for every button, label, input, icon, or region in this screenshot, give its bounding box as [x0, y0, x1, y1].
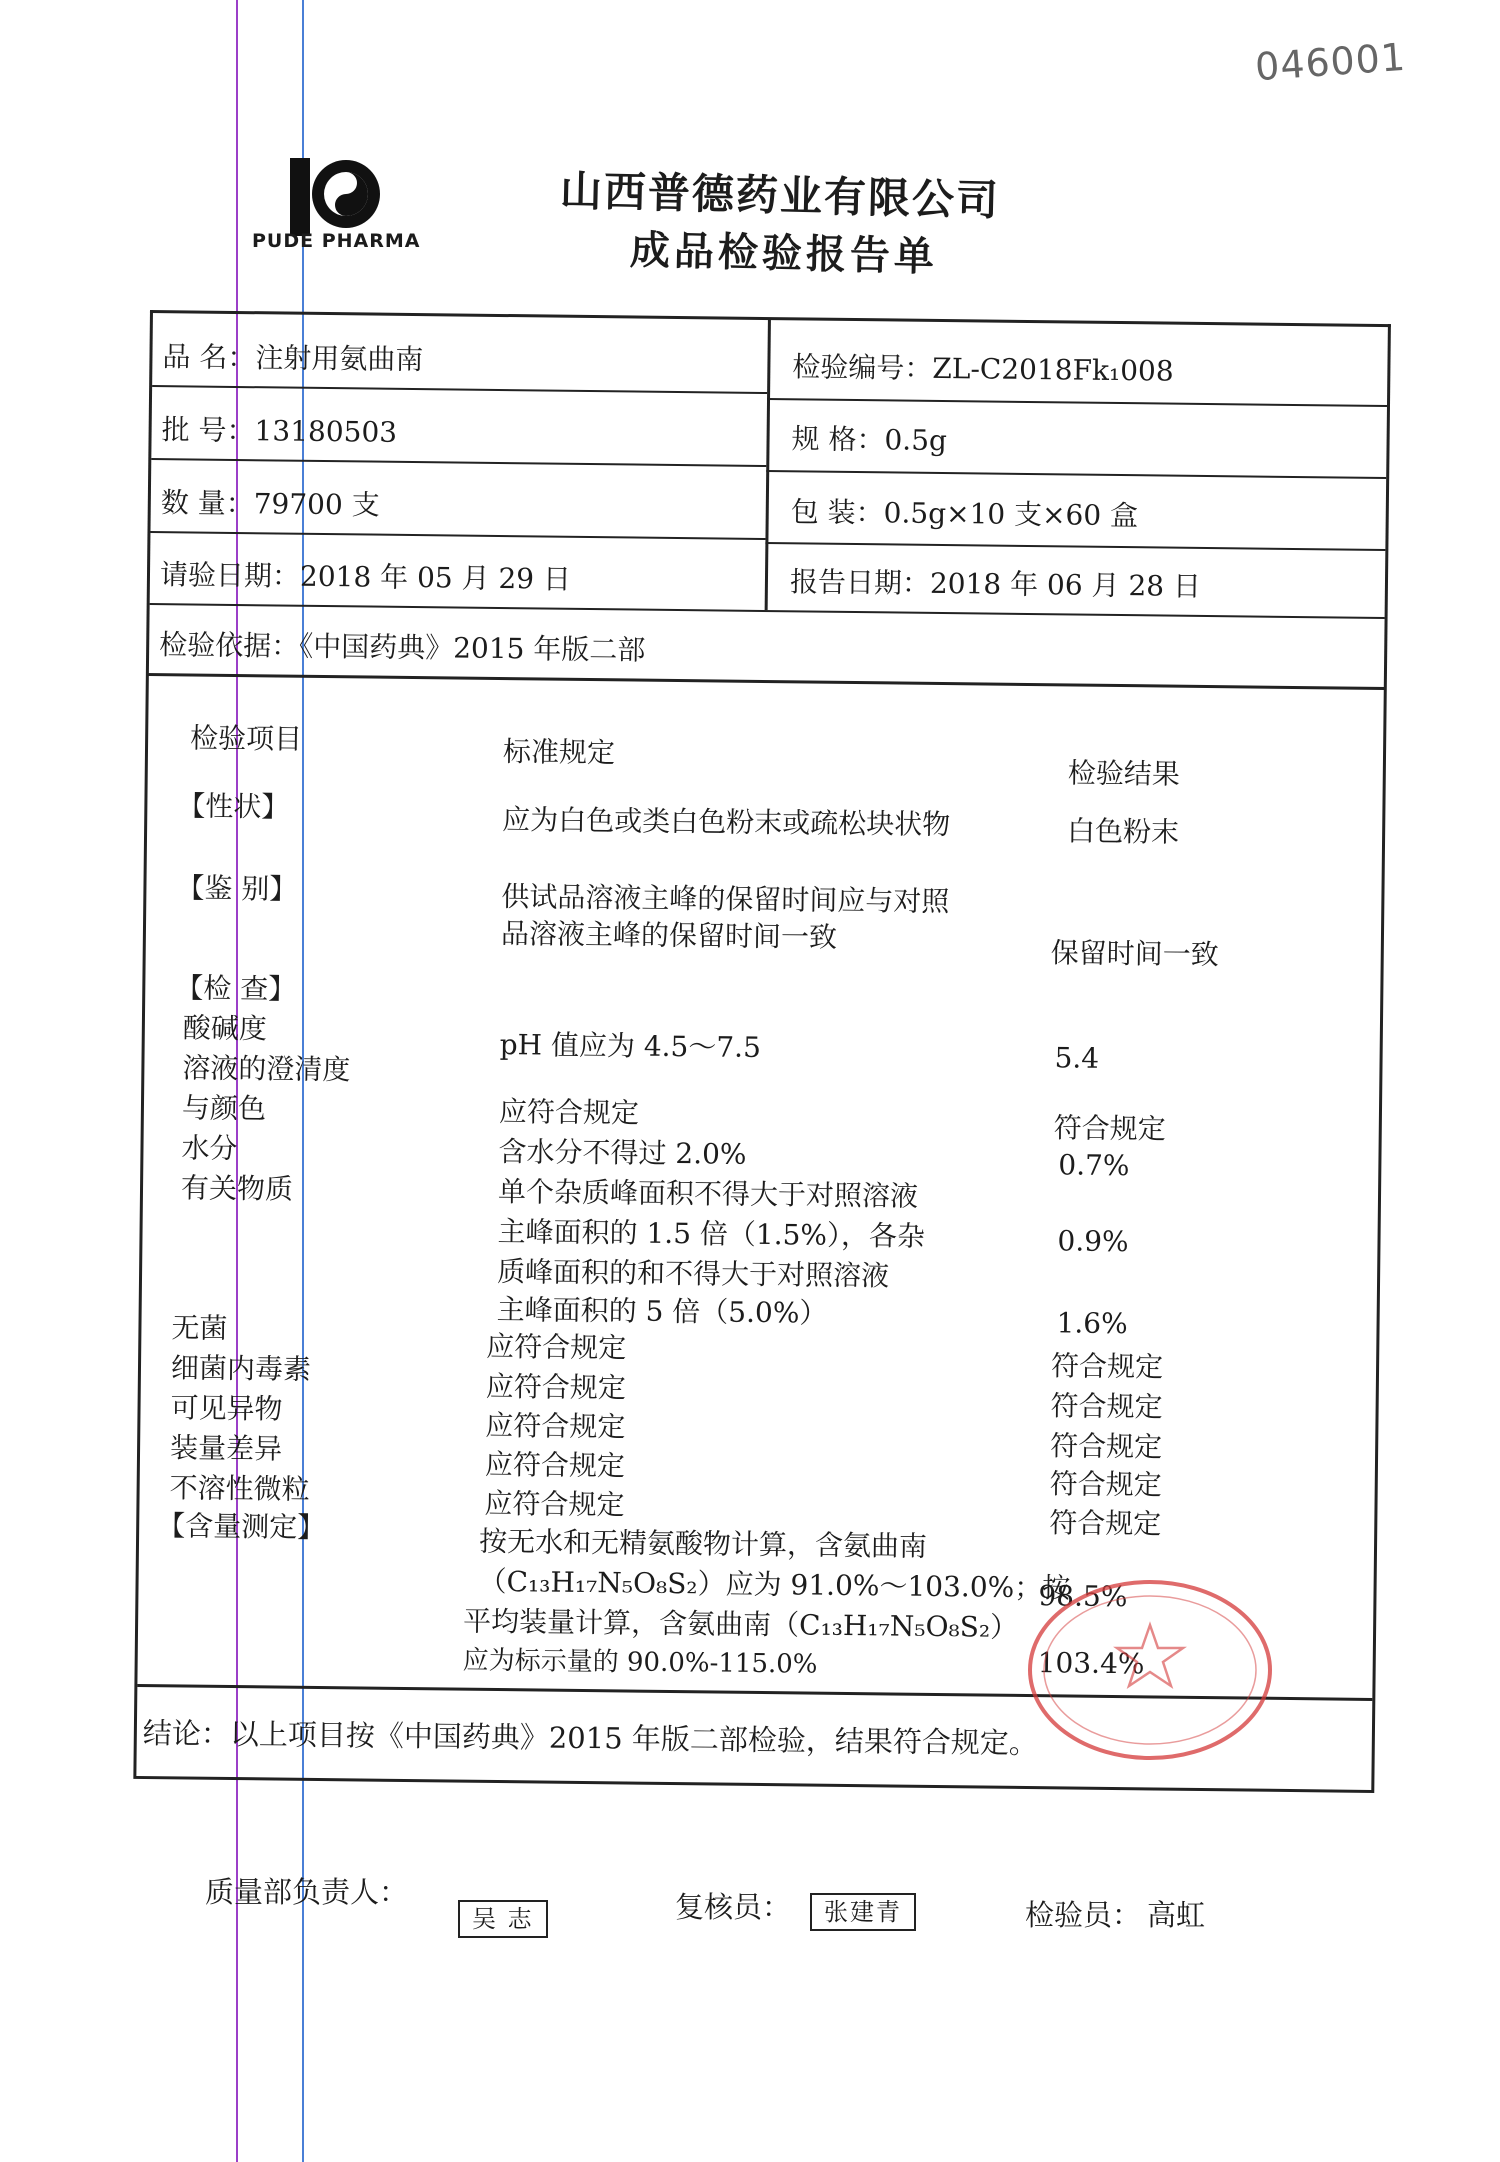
test-no-field: [792, 345, 1174, 389]
visible-particle-item: 可见异物: [170, 1391, 283, 1426]
endotoxin-standard: 应符合规定: [485, 1369, 627, 1405]
batch-value: 13180503: [254, 414, 398, 449]
endotoxin-result: 符合规定: [1050, 1389, 1163, 1424]
ident-result: 保留时间一致: [1050, 936, 1219, 972]
qa-head-label: 质量部负责人：: [205, 1875, 409, 1909]
assay-result-1: 98.5%: [1038, 1579, 1128, 1614]
document-title: 成品检验报告单: [629, 226, 939, 281]
column-header-item: 检验项目: [189, 721, 303, 756]
water-item: 水分: [181, 1131, 238, 1166]
product-name-value: 注射用氨曲南: [255, 341, 424, 377]
package-field: [791, 490, 1139, 534]
related-result-2: 1.6%: [1056, 1306, 1128, 1341]
package-value: 0.5g×10 支×60 盒: [883, 496, 1139, 533]
assay-standard-line-1: 按无水和无精氨酸物计算，含氨曲南: [478, 1524, 928, 1563]
batch-field: [161, 408, 397, 451]
product-name-label: 品 名：: [162, 340, 256, 375]
header-rule: [766, 470, 1386, 479]
acidity-item: 酸碱度: [182, 1011, 268, 1046]
header-rule: [767, 398, 1387, 407]
column-header-result: 检验结果: [1067, 756, 1181, 791]
column-header-standard: 标准规定: [502, 735, 616, 770]
section-assay: 【含量测定】: [157, 1509, 326, 1545]
qa-head-signature: 吴 志: [458, 1900, 548, 1938]
request-date-label: 请验日期：: [159, 558, 301, 593]
endotoxin-item: 细菌内毒素: [170, 1351, 312, 1386]
fill-variation-standard: 应符合规定: [484, 1447, 626, 1483]
test-no-value: ZL-C2018Fk₁008: [932, 351, 1174, 388]
clarity-item-line-2: 与颜色: [181, 1091, 267, 1126]
insoluble-particle-standard: 应符合规定: [484, 1486, 625, 1522]
logo-brand-text: PUDE PHARMA: [252, 230, 421, 252]
inspector-name: 高虹: [1147, 1898, 1206, 1932]
related-item: 有关物质: [180, 1171, 294, 1206]
inspector-label: 检验员：: [1025, 1898, 1142, 1932]
section-identification: 【鉴 别】: [176, 871, 298, 906]
company-name: 山西普德药业有限公司: [559, 166, 1001, 225]
acidity-standard: pH 值应为 4.5～7.5: [499, 1028, 762, 1064]
insoluble-particle-result: 符合规定: [1049, 1506, 1162, 1541]
related-standard-line-3: 质峰面积的和不得大于对照溶液: [496, 1255, 890, 1293]
appearance-standard: 应为白色或类白色粉末或疏松块状物: [502, 803, 951, 842]
appearance-result: 白色粉末: [1066, 814, 1180, 849]
package-label: 包 装：: [790, 495, 884, 530]
assay-standard-line-4: 应为标示量的 90.0%-115.0%: [462, 1645, 818, 1680]
water-result: 0.7%: [1058, 1148, 1130, 1183]
acidity-result: 5.4: [1054, 1041, 1100, 1075]
section-appearance: 【性状】: [177, 789, 290, 824]
conclusion-text: 结论：以上项目按《中国药典》2015 年版二部检验，结果符合规定。: [142, 1716, 1039, 1761]
test-no-label: 检验编号：: [792, 350, 933, 385]
ident-standard-line-2: 品溶液主峰的保留时间一致: [500, 917, 838, 954]
related-result-1: 0.9%: [1057, 1224, 1129, 1259]
assay-result-2: 103.4%: [1037, 1646, 1145, 1681]
company-seal-stamp-icon: [1015, 1570, 1285, 1770]
sterility-item: 无菌: [171, 1311, 228, 1345]
spec-label: 规 格：: [791, 422, 885, 457]
clarity-standard: 应符合规定: [498, 1095, 640, 1130]
reviewer-signature: 张建青: [810, 1893, 916, 1931]
spec-field: [791, 417, 947, 459]
header-rule: [150, 531, 765, 540]
quantity-label: 数 量：: [160, 486, 254, 521]
assay-standard-line-2: （C₁₃H₁₇N₅O₈S₂）应为 91.0%～103.0%；按: [478, 1564, 1071, 1605]
basis-label: 检验依据：: [159, 628, 300, 663]
clarity-item-line-1: 溶液的澄清度: [182, 1051, 351, 1087]
batch-label: 批 号：: [161, 413, 255, 448]
report-date-label: 报告日期：: [789, 565, 931, 600]
header-rule: [765, 542, 1385, 551]
related-standard-line-2: 主峰面积的 1.5 倍（1.5%），各杂: [497, 1215, 926, 1253]
request-date-value: 2018 年 05 月 29 日: [299, 559, 572, 596]
basis-value: 《中国药典》2015 年版二部: [299, 629, 646, 667]
water-standard: 含水分不得过 2.0%: [498, 1135, 747, 1171]
clarity-result: 符合规定: [1053, 1111, 1166, 1146]
header-rule: [152, 385, 767, 394]
request-date-field: [160, 553, 571, 598]
fill-variation-result: 符合规定: [1049, 1467, 1162, 1502]
sterility-standard: 应符合规定: [486, 1329, 627, 1365]
section-inspection: 【检 查】: [175, 971, 297, 1006]
visible-particle-result: 符合规定: [1049, 1429, 1163, 1464]
spec-value: 0.5g: [884, 423, 948, 458]
ident-standard-line-1: 供试品溶液主峰的保留时间应与对照: [501, 880, 950, 919]
sterility-result: 符合规定: [1050, 1349, 1164, 1384]
reviewer-label: 复核员：: [675, 1890, 792, 1924]
report-date-value: 2018 年 06 月 28 日: [929, 566, 1202, 603]
basis-field: [159, 623, 646, 669]
assay-standard-line-3: 平均装量计算，含氨曲南（C₁₃H₁₇N₅O₈S₂）: [462, 1604, 1019, 1644]
related-standard-line-1: 单个杂质峰面积不得大于对照溶液: [497, 1175, 919, 1213]
handwritten-note: 046001: [1253, 34, 1408, 90]
insoluble-particle-item: 不溶性微粒: [169, 1471, 310, 1506]
fill-variation-item: 装量差异: [169, 1431, 283, 1466]
product-name-field: [162, 335, 423, 378]
related-standard-line-4: 主峰面积的 5 倍（5.0%）: [496, 1292, 828, 1330]
visible-particle-standard: 应符合规定: [485, 1408, 626, 1444]
quantity-field: [161, 481, 380, 523]
quantity-value: 79700 支: [253, 487, 380, 522]
report-date-field: [790, 560, 1201, 605]
header-rule: [151, 458, 766, 467]
header-table: [146, 310, 1391, 687]
